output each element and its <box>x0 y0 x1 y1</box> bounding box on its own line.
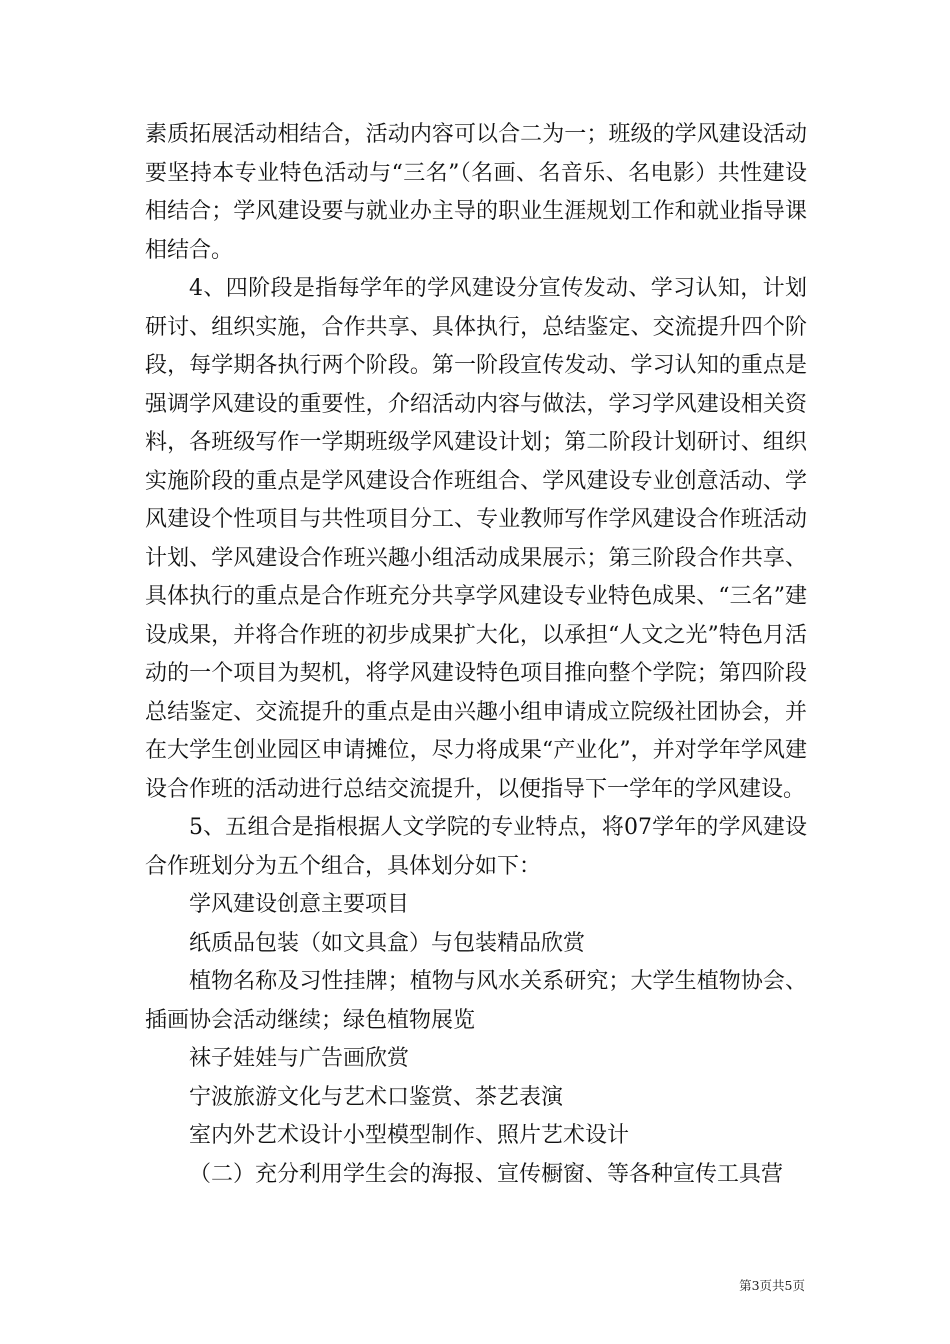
list-item: 宁波旅游文化与艺术口鉴赏、茶艺表演 <box>189 1084 564 1110</box>
page-number: 第3页共5页 <box>739 1278 805 1293</box>
paragraph: （二）充分利用学生会的海报、宣传橱窗、等各种宣传工具营 <box>189 1161 784 1187</box>
paragraph: 5、五组合是指根据人文学院的专业特点，将07学年的学风建设合作班划分为五个组合，具体划分如下： <box>145 815 807 879</box>
paragraph: 素质拓展活动相结合，活动内容可以合二为一；班级的学风建设活动要坚持本专业特色活动与“三名”（名画、名音乐、名电影）共性建设相结合；学风建设要与就业办主导的职业生涯规划工作和就业指导课相结合。 <box>145 122 807 263</box>
list-item: 纸质品包装（如文具盒）与包装精品欣赏 <box>189 930 586 956</box>
list-item: 室内外艺术设计小型模型制作、照片艺术设计 <box>189 1123 630 1148</box>
list-item: 植物名称及习性挂牌；植物与风水关系研究；大学生植物协会、插画协会活动继续；绿色植物展览 <box>145 969 807 1033</box>
document-body <box>145 116 807 1194</box>
list-item: 学风建设创意主要项目 <box>189 892 410 917</box>
paragraph: 4、四阶段是指每学年的学风建设分宣传发动、学习认知，计划研讨、组织实施，合作共享、具体执行，总结鉴定、交流提升四个阶段，每学期各执行两个阶段。第一阶段宣传发动、学习认知的重点是强调学风建设的重要性，介绍活动内容与做法，学习学风建设相关资料，各班级写作一学期班级学风建设计划；第二阶段计划研讨、组织实施阶段的重点是学风建设合作班组合、学风建设专业创意活动、学风建设个性项目与共性项目分工、专业教师写作学风建设合作班活动计划、学风建设合作班兴趣小组活动成果展示；第三阶段合作共享、具体执行的重点是合作班充分共享学风建设专业特色成果、“三名”建设成果，并将合作班的初步成果扩大化，以承担“人文之光”特色月活动的一个项目为契机，将学风建设特色项目推向整个学院；第四阶段总结鉴定、交流提升的重点是由兴趣小组申请成立院级社团协会，并在大学生创业园区申请摊位，尽力将成果“产业化”，并对学年学风建设合作班的活动进行总结交流提升，以便指导下一学年的学风建设。 <box>145 276 807 802</box>
list-item: 袜子娃娃与广告画欣赏 <box>189 1046 410 1071</box>
